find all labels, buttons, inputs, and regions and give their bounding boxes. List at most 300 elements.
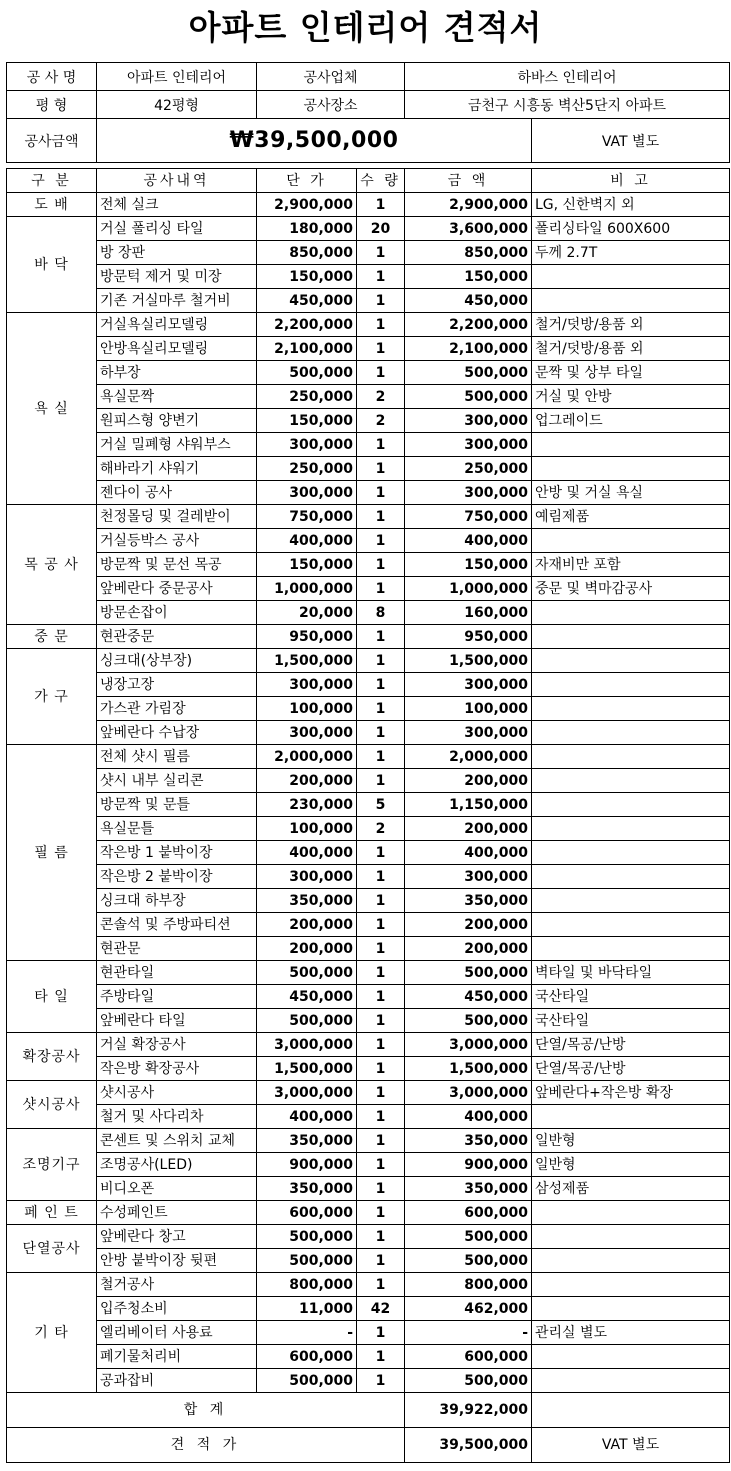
table-row	[7, 1345, 730, 1369]
unit-price-cell: 180,000	[257, 217, 357, 241]
qty-cell: 1	[357, 193, 405, 217]
unit-price-cell: 200,000	[257, 937, 357, 961]
category-cell: 바 닥	[7, 217, 97, 313]
amount-cell: 350,000	[405, 1177, 532, 1201]
qty-cell: 1	[357, 1033, 405, 1057]
amount-cell: 1,500,000	[405, 1057, 532, 1081]
sum-note	[532, 1393, 730, 1428]
note-cell	[532, 745, 730, 769]
note-cell: 중문 및 벽마감공사	[532, 577, 730, 601]
unit-price-cell: 500,000	[257, 1249, 357, 1273]
note-cell	[532, 865, 730, 889]
item-cell: 거실 밀폐형 샤워부스	[97, 433, 257, 457]
qty-cell: 1	[357, 841, 405, 865]
contractor-value: 하바스 인테리어	[405, 63, 730, 91]
item-cell: 욕실문짝	[97, 385, 257, 409]
table-row	[7, 1153, 730, 1177]
col-header-unit-price: 단 가	[257, 169, 357, 193]
table-row	[7, 793, 730, 817]
note-cell: LG, 신한벽지 외	[532, 193, 730, 217]
item-cell: 철거 및 사다리차	[97, 1105, 257, 1129]
amount-cell: 160,000	[405, 601, 532, 625]
amount-cell: 350,000	[405, 1129, 532, 1153]
note-cell	[532, 1273, 730, 1297]
item-cell: 천정몰딩 및 걸레받이	[97, 505, 257, 529]
unit-price-cell: 850,000	[257, 241, 357, 265]
category-cell: 가 구	[7, 649, 97, 745]
amount-cell: 850,000	[405, 241, 532, 265]
note-cell	[532, 721, 730, 745]
item-cell: 샷시 내부 실리콘	[97, 769, 257, 793]
note-cell: 관리실 별도	[532, 1321, 730, 1345]
table-row	[7, 601, 730, 625]
note-cell: 벽타일 및 바닥타일	[532, 961, 730, 985]
note-cell	[532, 913, 730, 937]
item-cell: 싱크대(상부장)	[97, 649, 257, 673]
table-row	[7, 409, 730, 433]
item-cell: 원피스형 양변기	[97, 409, 257, 433]
note-cell	[532, 1369, 730, 1393]
item-cell: 앞베란다 중문공사	[97, 577, 257, 601]
item-cell: 거실 폴리싱 타일	[97, 217, 257, 241]
amount-cell: 3,000,000	[405, 1033, 532, 1057]
amount-cell: 200,000	[405, 769, 532, 793]
item-cell: 철거공사	[97, 1273, 257, 1297]
item-cell: 거실등박스 공사	[97, 529, 257, 553]
amount-cell: 150,000	[405, 553, 532, 577]
item-cell: 해바라기 샤워기	[97, 457, 257, 481]
amount-cell: 3,000,000	[405, 1081, 532, 1105]
note-cell: 단열/목공/난방	[532, 1033, 730, 1057]
unit-price-cell: 1,500,000	[257, 649, 357, 673]
item-cell: 거실욕실리모델링	[97, 313, 257, 337]
estimate-value: 39,500,000	[405, 1428, 532, 1463]
qty-cell: 1	[357, 625, 405, 649]
amount-cell: 750,000	[405, 505, 532, 529]
qty-cell: 1	[357, 361, 405, 385]
qty-cell: 1	[357, 769, 405, 793]
qty-cell: 1	[357, 241, 405, 265]
unit-price-cell: 400,000	[257, 841, 357, 865]
contract-amount: ₩39,500,000	[97, 119, 532, 163]
qty-cell: 1	[357, 505, 405, 529]
unit-price-cell: 450,000	[257, 985, 357, 1009]
qty-cell: 1	[357, 553, 405, 577]
note-cell: 두께 2.7T	[532, 241, 730, 265]
unit-price-cell: 300,000	[257, 865, 357, 889]
unit-price-cell: 350,000	[257, 1129, 357, 1153]
qty-cell: 1	[357, 1225, 405, 1249]
note-cell	[532, 1345, 730, 1369]
category-cell: 페 인 트	[7, 1201, 97, 1225]
amount-cell: 1,150,000	[405, 793, 532, 817]
qty-cell: 1	[357, 457, 405, 481]
amount-cell: 300,000	[405, 481, 532, 505]
amount-cell: 800,000	[405, 1273, 532, 1297]
table-row	[7, 1369, 730, 1393]
qty-cell: 1	[357, 1321, 405, 1345]
note-cell	[532, 625, 730, 649]
qty-cell: 1	[357, 1153, 405, 1177]
item-cell: 전체 실크	[97, 193, 257, 217]
col-header-note: 비 고	[532, 169, 730, 193]
unit-price-cell: 350,000	[257, 889, 357, 913]
table-row	[7, 865, 730, 889]
amount-cell: 2,200,000	[405, 313, 532, 337]
item-cell: 하부장	[97, 361, 257, 385]
amount-cell: 100,000	[405, 697, 532, 721]
note-cell	[532, 1201, 730, 1225]
note-cell	[532, 433, 730, 457]
item-cell: 엘리베이터 사용료	[97, 1321, 257, 1345]
category-cell: 단열공사	[7, 1225, 97, 1273]
amount-cell: 2,900,000	[405, 193, 532, 217]
item-cell: 거실 확장공사	[97, 1033, 257, 1057]
table-row	[7, 1081, 730, 1105]
note-cell: 폴리싱타일 600X600	[532, 217, 730, 241]
item-cell: 현관문	[97, 937, 257, 961]
table-row	[7, 313, 730, 337]
unit-price-cell: 750,000	[257, 505, 357, 529]
item-cell: 주방타일	[97, 985, 257, 1009]
note-cell	[532, 1297, 730, 1321]
note-cell: 문짝 및 상부 타일	[532, 361, 730, 385]
unit-price-cell: 250,000	[257, 385, 357, 409]
qty-cell: 5	[357, 793, 405, 817]
amount-cell: 400,000	[405, 841, 532, 865]
amount-label: 공사금액	[7, 119, 97, 163]
table-row	[7, 817, 730, 841]
unit-price-cell: 500,000	[257, 361, 357, 385]
qty-cell: 1	[357, 961, 405, 985]
qty-cell: 1	[357, 1345, 405, 1369]
unit-price-cell: 100,000	[257, 697, 357, 721]
table-row	[7, 937, 730, 961]
note-cell	[532, 889, 730, 913]
qty-cell: 1	[357, 721, 405, 745]
amount-cell: 200,000	[405, 913, 532, 937]
unit-price-cell: 2,200,000	[257, 313, 357, 337]
amount-cell: 500,000	[405, 1225, 532, 1249]
note-cell	[532, 1105, 730, 1129]
table-row	[7, 1273, 730, 1297]
amount-cell: 300,000	[405, 721, 532, 745]
item-cell: 비디오폰	[97, 1177, 257, 1201]
table-row	[7, 1201, 730, 1225]
item-cell: 작은방 2 붙박이장	[97, 865, 257, 889]
size-value: 42평형	[97, 91, 257, 119]
amount-cell: 3,600,000	[405, 217, 532, 241]
qty-cell: 1	[357, 577, 405, 601]
item-cell: 방문짝 및 문틀	[97, 793, 257, 817]
table-row	[7, 1321, 730, 1345]
table-row	[7, 1105, 730, 1129]
table-row	[7, 505, 730, 529]
sum-label: 합 계	[7, 1393, 405, 1428]
amount-cell: 950,000	[405, 625, 532, 649]
item-cell: 방문턱 제거 및 미장	[97, 265, 257, 289]
table-row	[7, 577, 730, 601]
qty-cell: 1	[357, 1177, 405, 1201]
amount-cell: 300,000	[405, 433, 532, 457]
category-cell: 타 일	[7, 961, 97, 1033]
qty-cell: 1	[357, 745, 405, 769]
unit-price-cell: 1,000,000	[257, 577, 357, 601]
qty-cell: 1	[357, 697, 405, 721]
table-row	[7, 985, 730, 1009]
unit-price-cell: 300,000	[257, 673, 357, 697]
amount-cell: 500,000	[405, 1009, 532, 1033]
table-row	[7, 1009, 730, 1033]
table-row	[7, 337, 730, 361]
page-title: 아파트 인테리어 견적서	[188, 8, 543, 47]
note-cell	[532, 817, 730, 841]
note-cell: 철거/덧방/용품 외	[532, 337, 730, 361]
qty-cell: 1	[357, 1369, 405, 1393]
note-cell: 업그레이드	[532, 409, 730, 433]
qty-cell: 1	[357, 1273, 405, 1297]
unit-price-cell: 200,000	[257, 769, 357, 793]
unit-price-cell: 200,000	[257, 913, 357, 937]
qty-cell: 1	[357, 481, 405, 505]
table-row	[7, 1249, 730, 1273]
table-row	[7, 841, 730, 865]
unit-price-cell: 450,000	[257, 289, 357, 313]
amount-cell: 350,000	[405, 889, 532, 913]
table-row	[7, 385, 730, 409]
unit-price-cell: 600,000	[257, 1201, 357, 1225]
qty-cell: 1	[357, 649, 405, 673]
amount-cell: 500,000	[405, 385, 532, 409]
qty-cell: 1	[357, 865, 405, 889]
qty-cell: 1	[357, 265, 405, 289]
table-row	[7, 265, 730, 289]
category-cell: 기 타	[7, 1273, 97, 1393]
item-cell: 싱크대 하부장	[97, 889, 257, 913]
amount-cell: 300,000	[405, 409, 532, 433]
note-cell	[532, 697, 730, 721]
qty-cell: 1	[357, 1105, 405, 1129]
item-cell: 안방 붙박이장 뒷편	[97, 1249, 257, 1273]
item-cell: 현관중문	[97, 625, 257, 649]
table-row	[7, 1225, 730, 1249]
category-cell: 중 문	[7, 625, 97, 649]
qty-cell: 1	[357, 529, 405, 553]
table-row	[7, 889, 730, 913]
table-row	[7, 1057, 730, 1081]
unit-price-cell: 400,000	[257, 529, 357, 553]
col-header-qty: 수 량	[357, 169, 405, 193]
site-label: 공사장소	[257, 91, 405, 119]
item-cell: 공과잡비	[97, 1369, 257, 1393]
col-header-category: 구 분	[7, 169, 97, 193]
qty-cell: 1	[357, 1009, 405, 1033]
item-cell: 기존 거실마루 철거비	[97, 289, 257, 313]
item-cell: 수성페인트	[97, 1201, 257, 1225]
note-cell: 국산타일	[532, 985, 730, 1009]
amount-cell: 1,000,000	[405, 577, 532, 601]
table-row	[7, 961, 730, 985]
table-row	[7, 673, 730, 697]
category-cell: 목 공 사	[7, 505, 97, 625]
table-row	[7, 193, 730, 217]
project-name-value: 아파트 인테리어	[97, 63, 257, 91]
col-header-item: 공사내역	[97, 169, 257, 193]
unit-price-cell: 400,000	[257, 1105, 357, 1129]
category-cell: 도 배	[7, 193, 97, 217]
amount-cell: 450,000	[405, 289, 532, 313]
unit-price-cell: 950,000	[257, 625, 357, 649]
category-cell: 샷시공사	[7, 1081, 97, 1129]
table-row	[7, 913, 730, 937]
unit-price-cell: 20,000	[257, 601, 357, 625]
table-row	[7, 649, 730, 673]
site-value: 금천구 시흥동 벽산5단지 아파트	[405, 91, 730, 119]
table-row	[7, 241, 730, 265]
unit-price-cell: 350,000	[257, 1177, 357, 1201]
table-row	[7, 769, 730, 793]
note-cell	[532, 793, 730, 817]
qty-cell: 1	[357, 673, 405, 697]
table-row	[7, 553, 730, 577]
note-cell: 거실 및 안방	[532, 385, 730, 409]
unit-price-cell: 150,000	[257, 409, 357, 433]
item-cell: 젠다이 공사	[97, 481, 257, 505]
table-row	[7, 289, 730, 313]
table-row	[7, 481, 730, 505]
item-cell: 욕실문틀	[97, 817, 257, 841]
qty-cell: 1	[357, 289, 405, 313]
item-cell: 앞베란다 타일	[97, 1009, 257, 1033]
item-cell: 방 장판	[97, 241, 257, 265]
unit-price-cell: 800,000	[257, 1273, 357, 1297]
unit-price-cell: 150,000	[257, 553, 357, 577]
unit-price-cell: 300,000	[257, 481, 357, 505]
item-cell: 콘솔석 및 주방파티션	[97, 913, 257, 937]
qty-cell: 8	[357, 601, 405, 625]
note-cell	[532, 265, 730, 289]
item-cell: 입주청소비	[97, 1297, 257, 1321]
table-row	[7, 529, 730, 553]
amount-cell: 300,000	[405, 865, 532, 889]
amount-cell: 450,000	[405, 985, 532, 1009]
item-cell: 조명공사(LED)	[97, 1153, 257, 1177]
amount-cell: 600,000	[405, 1345, 532, 1369]
item-cell: 앞베란다 창고	[97, 1225, 257, 1249]
table-row	[7, 1129, 730, 1153]
amount-cell: 150,000	[405, 265, 532, 289]
amount-cell: 1,500,000	[405, 649, 532, 673]
qty-cell: 1	[357, 313, 405, 337]
note-cell: 단열/목공/난방	[532, 1057, 730, 1081]
header-table	[6, 62, 730, 163]
note-cell: 자재비만 포함	[532, 553, 730, 577]
table-row	[7, 361, 730, 385]
qty-cell: 20	[357, 217, 405, 241]
category-cell: 확장공사	[7, 1033, 97, 1081]
unit-price-cell: 250,000	[257, 457, 357, 481]
note-cell: 일반형	[532, 1129, 730, 1153]
unit-price-cell: 3,000,000	[257, 1033, 357, 1057]
note-cell: 예림제품	[532, 505, 730, 529]
unit-price-cell: 500,000	[257, 1369, 357, 1393]
table-row	[7, 697, 730, 721]
qty-cell: 1	[357, 1081, 405, 1105]
note-cell	[532, 457, 730, 481]
estimate-note: VAT 별도	[532, 1428, 730, 1463]
note-cell	[532, 841, 730, 865]
estimate-rows	[7, 193, 730, 1393]
note-cell: 앞베란다+작은방 확장	[532, 1081, 730, 1105]
qty-cell: 1	[357, 1201, 405, 1225]
amount-cell: 900,000	[405, 1153, 532, 1177]
unit-price-cell: 900,000	[257, 1153, 357, 1177]
note-cell	[532, 1225, 730, 1249]
note-cell	[532, 1249, 730, 1273]
unit-price-cell: 100,000	[257, 817, 357, 841]
qty-cell: 1	[357, 337, 405, 361]
note-cell	[532, 289, 730, 313]
unit-price-cell: 2,900,000	[257, 193, 357, 217]
item-cell: 작은방 1 붙박이장	[97, 841, 257, 865]
amount-cell: 400,000	[405, 1105, 532, 1129]
category-cell: 욕 실	[7, 313, 97, 505]
unit-price-cell: 230,000	[257, 793, 357, 817]
table-row	[7, 1033, 730, 1057]
qty-cell: 42	[357, 1297, 405, 1321]
note-cell: 안방 및 거실 욕실	[532, 481, 730, 505]
note-cell	[532, 529, 730, 553]
qty-cell: 1	[357, 937, 405, 961]
amount-cell: 500,000	[405, 1249, 532, 1273]
item-cell: 샷시공사	[97, 1081, 257, 1105]
qty-cell: 2	[357, 409, 405, 433]
amount-cell: 462,000	[405, 1297, 532, 1321]
qty-cell: 1	[357, 913, 405, 937]
estimate-table	[6, 168, 730, 1463]
size-label: 평 형	[7, 91, 97, 119]
qty-cell: 2	[357, 385, 405, 409]
qty-cell: 1	[357, 889, 405, 913]
item-cell: 방문짝 및 문선 목공	[97, 553, 257, 577]
amount-cell: 600,000	[405, 1201, 532, 1225]
category-cell: 필 름	[7, 745, 97, 961]
unit-price-cell: 2,000,000	[257, 745, 357, 769]
amount-cell: 500,000	[405, 1369, 532, 1393]
vat-note: VAT 별도	[532, 119, 730, 163]
amount-cell: 300,000	[405, 673, 532, 697]
col-header-amount: 금 액	[405, 169, 532, 193]
unit-price-cell: 500,000	[257, 1225, 357, 1249]
amount-cell: 250,000	[405, 457, 532, 481]
unit-price-cell: 300,000	[257, 721, 357, 745]
item-cell: 작은방 확장공사	[97, 1057, 257, 1081]
amount-cell: 500,000	[405, 361, 532, 385]
item-cell: 콘센트 및 스위치 교체	[97, 1129, 257, 1153]
qty-cell: 1	[357, 985, 405, 1009]
estimate-label: 견 적 가	[7, 1428, 405, 1463]
item-cell: 방문손잡이	[97, 601, 257, 625]
item-cell: 가스관 가림장	[97, 697, 257, 721]
sum-value: 39,922,000	[405, 1393, 532, 1428]
note-cell	[532, 649, 730, 673]
table-row	[7, 217, 730, 241]
amount-cell: 400,000	[405, 529, 532, 553]
note-cell	[532, 769, 730, 793]
table-row	[7, 1297, 730, 1321]
table-row	[7, 433, 730, 457]
qty-cell: 1	[357, 1129, 405, 1153]
